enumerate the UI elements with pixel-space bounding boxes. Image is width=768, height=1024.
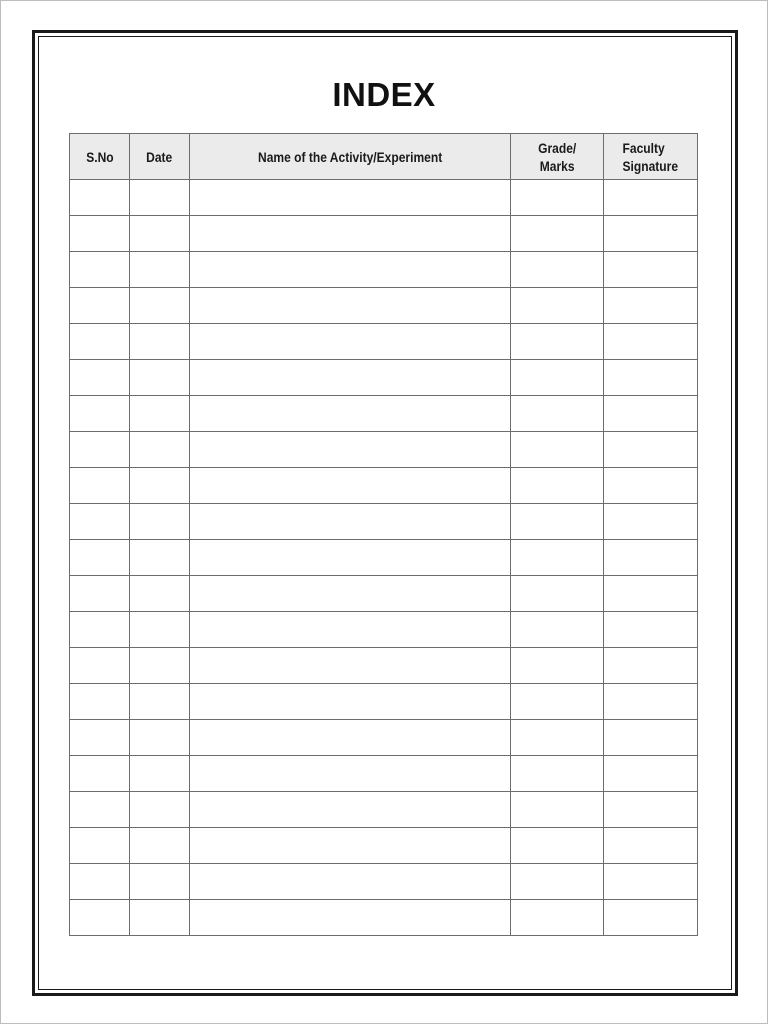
cell-activity [190, 828, 511, 864]
cell-sno [70, 612, 130, 648]
cell-date [130, 756, 190, 792]
cell-date [130, 684, 190, 720]
cell-sno [70, 900, 130, 936]
cell-date [130, 648, 190, 684]
cell-grade [511, 864, 604, 900]
cell-grade [511, 180, 604, 216]
cell-date [130, 576, 190, 612]
table-row [70, 540, 698, 576]
table-row [70, 864, 698, 900]
cell-sno [70, 216, 130, 252]
cell-faculty [604, 360, 698, 396]
cell-grade [511, 504, 604, 540]
cell-grade [511, 648, 604, 684]
cell-grade [511, 216, 604, 252]
cell-faculty [604, 180, 698, 216]
cell-sno [70, 504, 130, 540]
cell-faculty [604, 864, 698, 900]
cell-activity [190, 792, 511, 828]
cell-date [130, 468, 190, 504]
cell-faculty [604, 648, 698, 684]
cell-grade [511, 288, 604, 324]
cell-sno [70, 360, 130, 396]
cell-activity [190, 612, 511, 648]
header-faculty [604, 134, 698, 180]
cell-activity [190, 576, 511, 612]
cell-activity [190, 900, 511, 936]
cell-date [130, 900, 190, 936]
table-row [70, 900, 698, 936]
cell-date [130, 612, 190, 648]
cell-sno [70, 648, 130, 684]
cell-date [130, 180, 190, 216]
cell-faculty [604, 828, 698, 864]
table-row [70, 324, 698, 360]
cell-faculty [604, 252, 698, 288]
cell-grade [511, 612, 604, 648]
table-row [70, 180, 698, 216]
table-row [70, 432, 698, 468]
cell-sno [70, 288, 130, 324]
cell-date [130, 324, 190, 360]
cell-grade [511, 324, 604, 360]
cell-sno [70, 540, 130, 576]
cell-activity [190, 684, 511, 720]
table-body [70, 180, 698, 936]
table-row [70, 792, 698, 828]
cell-sno [70, 324, 130, 360]
cell-grade [511, 432, 604, 468]
cell-sno [70, 468, 130, 504]
cell-faculty [604, 504, 698, 540]
cell-date [130, 396, 190, 432]
cell-date [130, 720, 190, 756]
cell-date [130, 432, 190, 468]
header-row [70, 134, 698, 180]
header-activity-label: Name of the Activity/Experiment [257, 148, 443, 165]
cell-grade [511, 684, 604, 720]
cell-activity [190, 864, 511, 900]
cell-activity [190, 648, 511, 684]
cell-date [130, 504, 190, 540]
cell-faculty [604, 468, 698, 504]
cell-sno [70, 576, 130, 612]
cell-grade [511, 720, 604, 756]
cell-activity [190, 216, 511, 252]
cell-date [130, 360, 190, 396]
index-table [69, 133, 698, 936]
table-row [70, 684, 698, 720]
cell-faculty [604, 900, 698, 936]
header-activity [190, 134, 511, 180]
table-row [70, 828, 698, 864]
cell-activity [190, 504, 511, 540]
cell-activity [190, 468, 511, 504]
cell-grade [511, 792, 604, 828]
table-row [70, 504, 698, 540]
table-row [70, 288, 698, 324]
cell-date [130, 540, 190, 576]
cell-grade [511, 756, 604, 792]
cell-date [130, 864, 190, 900]
table-row [70, 576, 698, 612]
header-faculty-label: Faculty Signature [622, 139, 679, 174]
cell-faculty [604, 576, 698, 612]
cell-faculty [604, 324, 698, 360]
cell-faculty [604, 288, 698, 324]
cell-activity [190, 540, 511, 576]
cell-activity [190, 252, 511, 288]
cell-grade [511, 360, 604, 396]
cell-date [130, 828, 190, 864]
header-sno [70, 134, 130, 180]
cell-activity [190, 360, 511, 396]
table-row [70, 720, 698, 756]
cell-grade [511, 252, 604, 288]
cell-sno [70, 432, 130, 468]
page-title: INDEX [332, 76, 436, 113]
cell-date [130, 792, 190, 828]
table-row [70, 756, 698, 792]
cell-grade [511, 576, 604, 612]
table-row [70, 252, 698, 288]
table-row [70, 648, 698, 684]
cell-activity [190, 324, 511, 360]
cell-sno [70, 792, 130, 828]
cell-sno [70, 720, 130, 756]
cell-faculty [604, 432, 698, 468]
header-sno-label: S.No [85, 148, 114, 165]
cell-faculty [604, 396, 698, 432]
cell-grade [511, 900, 604, 936]
cell-activity [190, 396, 511, 432]
cell-activity [190, 756, 511, 792]
header-date-label: Date [146, 148, 173, 165]
cell-activity [190, 432, 511, 468]
table-row [70, 612, 698, 648]
cell-faculty [604, 540, 698, 576]
header-date [130, 134, 190, 180]
cell-sno [70, 252, 130, 288]
cell-activity [190, 288, 511, 324]
cell-sno [70, 756, 130, 792]
cell-faculty [604, 216, 698, 252]
table-row [70, 468, 698, 504]
cell-sno [70, 828, 130, 864]
cell-grade [511, 396, 604, 432]
cell-sno [70, 684, 130, 720]
cell-activity [190, 720, 511, 756]
cell-faculty [604, 756, 698, 792]
header-grade [511, 134, 604, 180]
cell-grade [511, 468, 604, 504]
cell-date [130, 216, 190, 252]
cell-sno [70, 180, 130, 216]
table-row [70, 360, 698, 396]
cell-faculty [604, 612, 698, 648]
cell-faculty [604, 792, 698, 828]
cell-sno [70, 864, 130, 900]
header-grade-label: Grade/ Marks [537, 139, 577, 174]
table-row [70, 216, 698, 252]
cell-date [130, 288, 190, 324]
table-row [70, 396, 698, 432]
cell-sno [70, 396, 130, 432]
cell-date [130, 252, 190, 288]
cell-faculty [604, 684, 698, 720]
cell-grade [511, 540, 604, 576]
cell-faculty [604, 720, 698, 756]
cell-grade [511, 828, 604, 864]
cell-activity [190, 180, 511, 216]
